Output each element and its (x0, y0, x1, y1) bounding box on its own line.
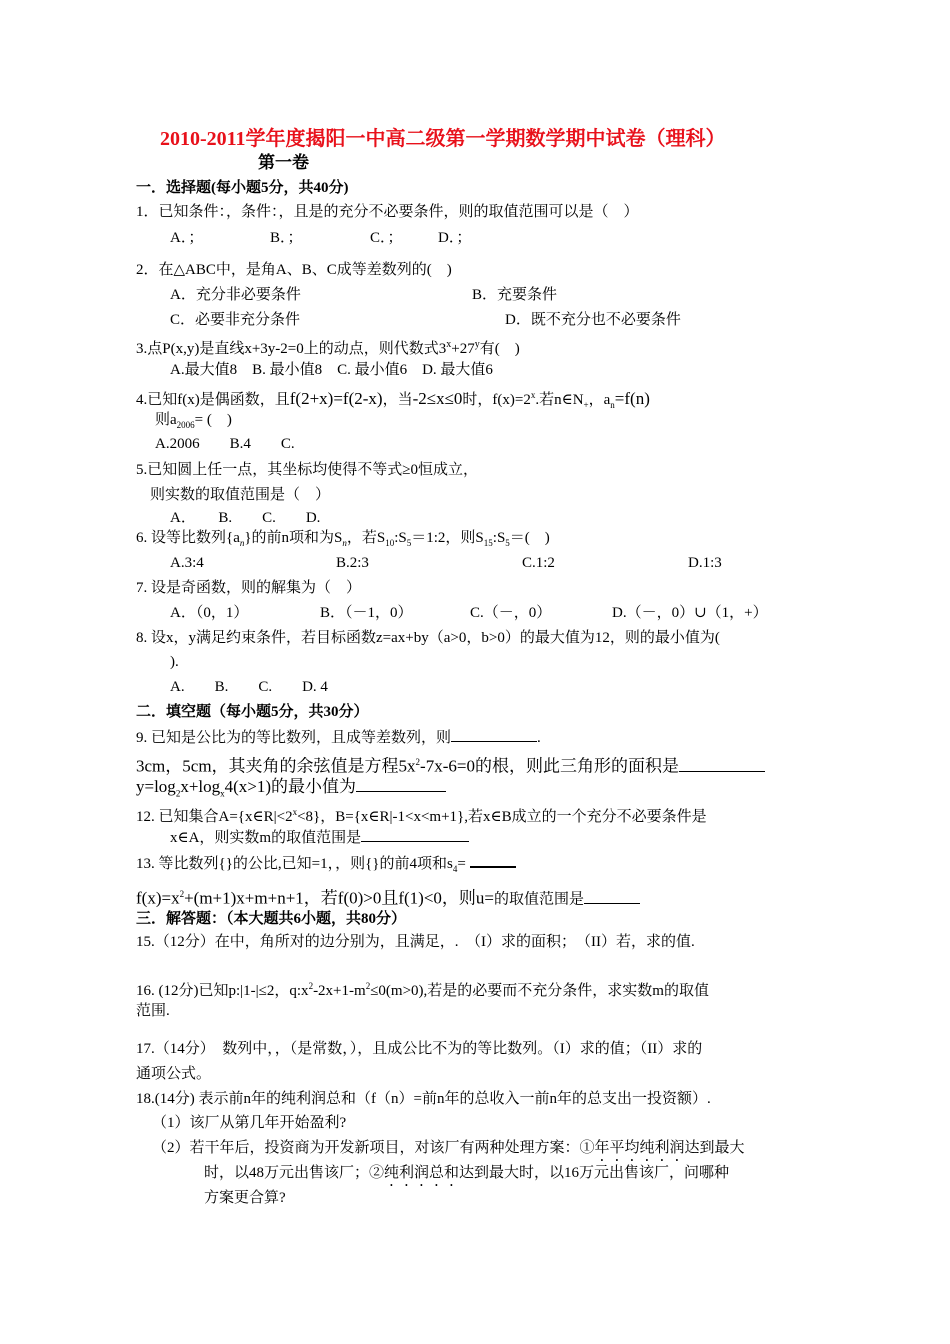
question-16-line-2: 范围. (136, 1003, 170, 1019)
q10-sup: 2 (415, 757, 421, 767)
q10-answer-blank[interactable] (679, 757, 765, 772)
q3-sup-1: x (446, 339, 452, 350)
question-1-option-d: D．； (438, 230, 472, 246)
q4-line2-sub: 2006 (176, 420, 195, 430)
q6-s2: n (342, 538, 347, 548)
q6-s1: n (239, 538, 245, 548)
q9-text: 9. 已知是公比为的等比数列，且成等差数列，则 (136, 730, 452, 746)
q4-text-post3: ，a (588, 392, 611, 408)
question-9-stem (136, 727, 541, 748)
q9-answer-blank[interactable] (451, 727, 537, 742)
question-11-stem (136, 777, 446, 803)
q14-sup: 2 (179, 889, 185, 899)
question-6-stem (136, 528, 550, 553)
q6-s5: 15 (483, 538, 493, 548)
q12-t1: 12. 已知集合A={x∈R|<2 (136, 809, 293, 825)
q4-text-pre: 4.已知f(x)是偶函数，且 (136, 392, 290, 408)
q6-t3: ，若S (346, 530, 386, 546)
q6-s3: 10 (385, 538, 395, 548)
q16-sup-1: 2 (308, 981, 314, 991)
q4-formula: f(2+x)=f(2-x) (289, 389, 383, 408)
paper-subtitle: 第一卷 (258, 153, 309, 172)
question-4-options: A.2006 B.4 C. (155, 436, 295, 452)
question-17-line-2: 通项公式。 (136, 1066, 212, 1082)
q6-t6: :S (492, 530, 506, 546)
section-heading-answer: 三．解答题：（本大题共6小题，共80分） (136, 911, 407, 927)
q11-post: 4(x>1)的最小值为 (224, 777, 357, 796)
q11-pre: y=log (136, 777, 176, 796)
q14-mid: +(m+1)x+m+n+1，若f(0)>0且f(1)<0，则u= (184, 888, 495, 908)
q16-t1: 16. (12分)已知p:|1-|≤2，q:x (136, 983, 309, 999)
q4-range: -2≤x≤0 (412, 389, 463, 408)
q9-post: . (537, 730, 541, 746)
question-17-stem: 17.（14分） 数列中，，（是常数，），且成公比不为的等比数列。（I）求的值；（II）求的 (136, 1041, 703, 1057)
page-title: 2010-2011学年度揭阳一中高二级第一学期数学期中试卷（理科） (160, 128, 726, 150)
q13-post: = (457, 856, 466, 872)
q18-p2a: （2）若干年后，投资商为开发新项目，对该厂有两种处理方案：① (152, 1140, 595, 1156)
question-5-options: A． B. C. D. (170, 510, 321, 526)
q4-sub-2: n (610, 400, 615, 410)
question-6-option-a: A.3:4 (170, 555, 204, 571)
q4-sub-1: + (583, 400, 589, 410)
question-7-stem: 7. 设是奇函数，则的解集为（ ） (136, 580, 362, 596)
q14-post: 的取值范围是 (494, 891, 585, 908)
q4-line2-post: = ( ) (194, 412, 232, 428)
question-8-options: A. B. C. D. 4 (170, 679, 328, 695)
section-heading-fill: 二．填空题（每小题5分，共30分） (136, 704, 369, 720)
question-16-stem (136, 976, 709, 1001)
q10-pre: 3cm，5cm，其夹角的余弦值是方程5x (136, 756, 416, 776)
question-18-part-2 (152, 1138, 745, 1165)
q3-text-post: 有( ) (479, 341, 520, 357)
question-18-part-2-line-3: 方案更合算? (204, 1190, 286, 1206)
q11-sub-1: 2 (175, 788, 181, 799)
q11-sub-2: x (220, 788, 225, 799)
question-2-option-d: D．既不充分也不必要条件 (505, 312, 681, 328)
q13-text: 13. 等比数列{}的公比,已知=1，，则{}的前4项和s (136, 856, 453, 872)
q4-text-post4: =f(n) (614, 389, 650, 408)
question-12-stem (136, 802, 707, 827)
question-10-stem (136, 752, 765, 777)
q13-answer-blank[interactable] (470, 852, 516, 868)
q10-post: -7x-6=0的根，则此三角形的面积是 (420, 756, 679, 776)
question-13-stem (136, 852, 516, 879)
q11-mid: x+log (180, 777, 221, 796)
question-4-line-2 (155, 410, 232, 435)
question-18-part-2-line-2 (204, 1163, 729, 1190)
q6-t7: ＝( ) (509, 530, 550, 546)
question-3-options: A.最大值8 B. 最小值8 C. 最小值6 D. 最大值6 (170, 362, 493, 378)
question-2-stem: 2．在△ABC中，是角A、B、C成等差数列的( ) (136, 262, 452, 278)
q18-p2b-post: 达到最大时，以16万元出售该厂，问哪种 (459, 1165, 730, 1181)
question-1-stem: 1．已知条件：，条件：，且是的充分不必要条件，则的取值范围可以是（ ） (136, 204, 639, 220)
question-6-option-d: D.1:3 (688, 555, 722, 571)
q12-answer-blank[interactable] (361, 827, 469, 842)
q4-text-mid: ，当 (382, 392, 413, 408)
question-1-option-b: B．； (270, 230, 303, 246)
question-15-stem: 15.（12分）在中，角所对的边分别为，且满足，. （I）求的面积； （II）若，求的值. (136, 934, 695, 950)
q18-p2b-pre: 时，以48万元出售该厂；② (204, 1165, 385, 1181)
q14-pre: f(x)=x (136, 888, 180, 908)
question-7-option-d: D.（－，0）∪（1，+） (612, 605, 768, 621)
q6-t2: }的前n项和为S (244, 530, 343, 546)
q4-text-post: 时，f(x)=2 (462, 392, 531, 408)
q3-sup-2: y (474, 339, 480, 350)
q18-p2a-emphasis: 年平均纯利润 (594, 1140, 685, 1156)
question-14-stem (136, 884, 640, 910)
q18-p2b-emphasis: 纯利润总和 (384, 1165, 460, 1181)
question-6-option-b: B.2:3 (336, 555, 369, 571)
q4-sup: x (530, 390, 536, 400)
q12-line2: x∈A，则实数m的取值范围是 (170, 830, 362, 846)
q11-answer-blank[interactable] (356, 777, 446, 792)
question-7-option-c: C.（－，0） (470, 605, 552, 621)
question-12-line-2 (170, 827, 469, 848)
q6-t5: ＝1:2，则S (411, 530, 484, 546)
q6-s6: 5 (505, 538, 510, 548)
question-3-stem (136, 335, 520, 359)
q12-t2: <8}，B={x∈R|-1<x<m+1},若x∈B成立的一个充分不必要条件是 (297, 809, 707, 825)
q14-answer-blank[interactable] (584, 889, 640, 904)
question-5-line-2: 则实数的取值范围是（ ） (150, 487, 331, 503)
question-2-option-b: B．充要条件 (472, 287, 558, 303)
question-1-option-a: A．； (170, 230, 204, 246)
question-7-option-a: A．（0，1） (170, 605, 249, 621)
q6-s4: 5 (406, 538, 412, 548)
q4-text-post2: .若n∈N (535, 392, 584, 408)
question-2-option-c: C．必要非充分条件 (170, 312, 301, 328)
question-1-option-c: C．； (370, 230, 403, 246)
question-7-option-b: B．（－1，0） (320, 605, 413, 621)
question-8-stem: 8. 设x，y满足约束条件，若目标函数z=ax+by（a>0，b>0）的最大值为12，则的最小值为( (136, 630, 720, 646)
q16-t3: ≤0(m>0),若是的必要而不充分条件，求实数m的取值 (370, 983, 709, 999)
question-18-stem: 18.(14分) 表示前n年的纯利润总和（f（n）=前n年的总收入一前n年的总支出一投资额）. (136, 1091, 711, 1107)
question-18-part-1: （1）该厂从第几年开始盈利? (152, 1115, 347, 1131)
q13-sub: 4 (452, 864, 458, 874)
q16-sup-2: 2 (365, 981, 371, 991)
question-2-option-a: A．充分非必要条件 (170, 287, 301, 303)
q12-sup: x (292, 807, 298, 817)
question-5-stem: 5.已知圆上任一点，其坐标均使得不等式≥0恒成立， (136, 462, 478, 478)
question-8-line-2: ). (170, 654, 179, 670)
q18-p2a-post: 达到最大 (684, 1140, 745, 1156)
q4-line2-pre: 则a (155, 412, 177, 428)
q3-text-pre: 3.点P(x,y)是直线x+3y-2=0上的动点，则代数式3 (136, 341, 447, 357)
section-heading-choice: 一．选择题(每小题5分，共40分) (136, 180, 349, 196)
q16-t2: -2x+1-m (313, 983, 366, 999)
q6-t4: :S (394, 530, 407, 546)
question-6-option-c: C.1:2 (522, 555, 555, 571)
q6-t1: 6. 设等比数列{a (136, 530, 240, 546)
q3-text-mid: +27 (451, 341, 475, 357)
